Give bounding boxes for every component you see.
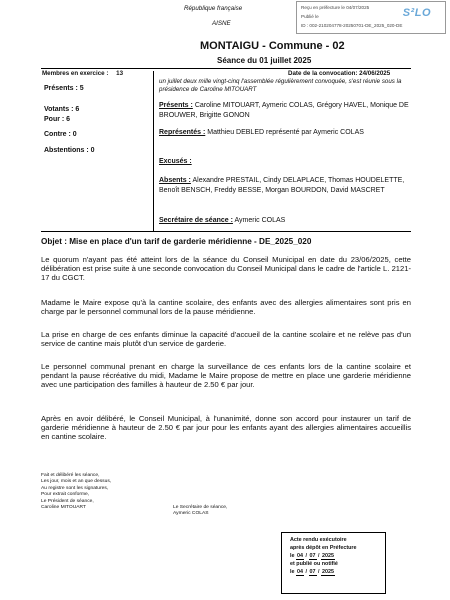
department-label: AISNE: [212, 20, 231, 27]
paragraph-proposal: Le personnel communal prenant en charge la surveillance de ces enfants lors de la cantine scolaire et pendant la pause récréative du midi, Madame le Maire propose de mettre en place une garderie méridienne avec une participation des familles à hauteur de 2.50 € par jour.: [41, 362, 411, 389]
commune-title: MONTAIGU - Commune - 02: [200, 40, 345, 52]
enforceability-box: [281, 532, 386, 594]
secretary-label: Secrétaire de séance :: [159, 217, 233, 224]
presents-names: Caroline MITOUART, Aymeric COLAS, Grégory HAVEL, Monique DE BROUWER, Brigitte GONON: [159, 102, 409, 119]
enforce-date1-year: 2025: [322, 553, 334, 559]
signature-line: Fait et délibéré les séance,: [41, 473, 100, 478]
header-rule: [41, 68, 411, 69]
secretary-signature-name: Aymeric COLAS: [173, 511, 209, 517]
republic-label: République française: [184, 5, 243, 12]
represented-label: Représentés :: [159, 129, 206, 136]
enforce-date1-day: 04: [297, 553, 303, 559]
presents-count: Présents : 5: [44, 85, 84, 92]
members-value: 13: [116, 70, 124, 77]
signature-line: Les jour, mois et an que dessus,: [41, 479, 112, 485]
stamp-id-line: ID : 002-210204778-20250701-DE_2025_020-DE: [301, 23, 403, 28]
meta-divider: [153, 71, 154, 231]
enforce-date1: le 04 / 07 / 2025: [290, 553, 334, 559]
represented-names: Matthieu DEBLED représenté par Aymeric COLAS: [207, 129, 364, 136]
members-in-office: [42, 70, 123, 77]
enforce-line2: après dépôt en Préfecture: [290, 545, 357, 551]
abstentions-count: Abstentions : 0: [44, 147, 95, 154]
secretary-block: [159, 217, 285, 224]
session-date: Séance du 01 juillet 2025: [217, 56, 312, 65]
presents-label: Présents :: [159, 102, 193, 109]
members-label: Membres en exercice :: [42, 70, 109, 77]
president-name: Caroline MITOUART: [41, 505, 86, 511]
president-label: Le Président de séance,: [41, 498, 94, 504]
enforce-date2: le 04 / 07 / 2025: [290, 569, 334, 575]
enforce-date2-day: 04: [297, 569, 303, 575]
convocation-date: Date de la convocation: 24/06/2025: [288, 70, 391, 77]
pour-count: Pour : 6: [44, 116, 71, 123]
absents-block: [159, 176, 411, 195]
votants-count: Votants : 6: [44, 106, 80, 113]
paragraph-decision: Après en avoir délibéré, le Conseil Municipal, à l'unanimité, donne son accord pour instaurer un tarif de garderie méridienne à hauteur de 2.50 € par jour pour les enfants ayant des allergies alimentaires accueillis en cantine scolaire.: [41, 414, 411, 441]
paragraph-exposition: Madame le Maire expose qu'à la cantine scolaire, des enfants avec des allergies alimentaires sont pris en charge par le personnel communal lors de la pause méridienne.: [41, 298, 411, 316]
meta-rule: [41, 231, 411, 232]
absents-names: Alexandre PRESTAIL, Cindy DELAPLACE, Thomas HOUDELETTE, Benoît BENSCH, Freddy BESSE, Morgan BOURDON, David MASCRET: [159, 177, 405, 194]
represented-block: [159, 128, 411, 138]
signature-line: Pour extrait conforme,: [41, 492, 90, 498]
stamp-received-line: Reçu en préfecture le 04/07/2025: [301, 5, 370, 10]
excused-label: Excusés :: [159, 158, 192, 165]
signature-block: [41, 473, 111, 511]
secretary-signature: [173, 505, 227, 518]
contre-count: Contre : 0: [44, 131, 77, 138]
signature-line: Au registre sont les signatures,: [41, 485, 109, 491]
paragraph-quorum: Le quorum n'ayant pas été atteint lors de la séance du Conseil Municipal en date du 23/06/2025, cette délibération est prise suite à une seconde convocation du Conseil Municipal dans le cadre de l'article L. 2121-17 du CGCT.: [41, 255, 411, 282]
absents-label: Absents :: [159, 177, 191, 184]
secretary-signature-label: Le Secrétaire de séance,: [173, 505, 228, 510]
paragraph-capacity: La prise en charge de ces enfants diminue la capacité d'accueil de la cantine scolaire et ne relève pas d'un service de cantine mais plutôt d'un service de garderie.: [41, 330, 411, 348]
deliberation-object: Objet : Mise en place d'un tarif de garderie méridienne - DE_2025_020: [41, 237, 312, 246]
enforce-line3: et publié ou notifié: [290, 561, 338, 567]
s2lo-logo: S²LO: [402, 7, 431, 19]
prefecture-receipt-stamp: [296, 1, 446, 34]
enforce-line1: Acte rendu exécutoire: [290, 537, 347, 543]
enforce-date2-month: 07: [309, 569, 316, 575]
stamp-published-line: Publié le: [301, 14, 319, 19]
enforce-date2-year: 2025: [322, 569, 334, 575]
enforce-date1-month: 07: [309, 553, 316, 559]
session-intro: un juillet deux mille vingt-cinq l'assemblée régulièrement convoquée, s'est réunie sous la présidence de Caroline MITOUART: [159, 78, 402, 93]
presents-block: [159, 101, 411, 120]
secretary-name: Aymeric COLAS: [234, 217, 286, 224]
